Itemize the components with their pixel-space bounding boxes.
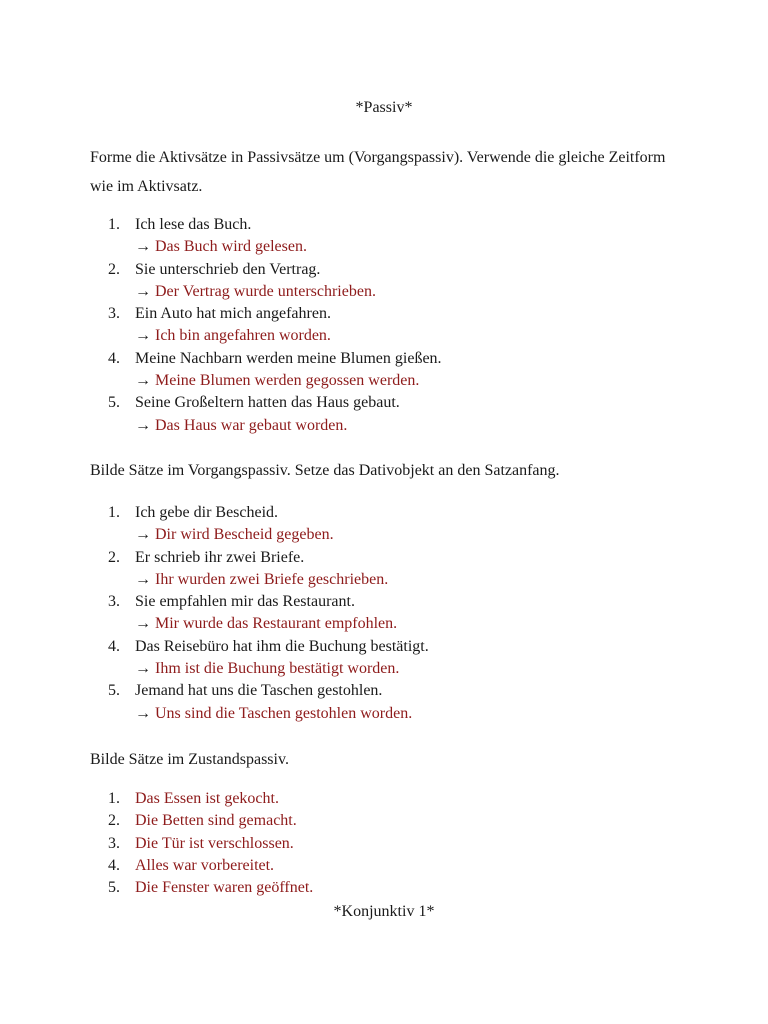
list-item xyxy=(108,833,708,855)
footer-section-title: *Konjunktiv 1* xyxy=(333,903,435,920)
item-number: 4. xyxy=(108,856,120,874)
item-number: 2. xyxy=(108,812,120,830)
item-number: 3. xyxy=(108,834,120,852)
arrow-icon: → xyxy=(135,570,151,588)
passive-answer: Ihr wurden zwei Briefe geschrieben. xyxy=(155,570,389,588)
section3-instruction: Bilde Sätze im Zustandspassiv. xyxy=(90,751,289,768)
item-number: 4. xyxy=(108,637,120,655)
active-sentence: Jemand hat uns die Taschen gestohlen. xyxy=(135,682,383,700)
active-sentence: Seine Großeltern hatten das Haus gebaut. xyxy=(135,394,400,412)
page-title: *Passiv* xyxy=(355,99,413,116)
active-sentence: Meine Nachbarn werden meine Blumen gießen. xyxy=(135,349,442,367)
list-item xyxy=(108,591,708,636)
list-item xyxy=(108,303,708,348)
item-number: 1. xyxy=(108,216,120,233)
active-sentence: Sie unterschrieb den Vertrag. xyxy=(135,260,321,278)
item-number: 5. xyxy=(108,394,120,412)
item-number: 5. xyxy=(108,682,120,700)
list-item xyxy=(108,547,708,592)
arrow-icon: → xyxy=(135,704,151,722)
active-sentence: Ich lese das Buch. xyxy=(135,216,252,233)
arrow-icon: → xyxy=(135,416,151,434)
section1-list xyxy=(108,214,708,437)
section2-list xyxy=(108,502,708,725)
list-item xyxy=(108,259,708,304)
list-item xyxy=(108,788,708,810)
passive-answer: Das Haus war gebaut worden. xyxy=(155,416,348,434)
active-sentence: Ein Auto hat mich angefahren. xyxy=(135,305,331,323)
active-sentence: Das Reisebüro hat ihm die Buchung bestätigt. xyxy=(135,637,429,655)
arrow-icon: → xyxy=(135,526,151,544)
passive-answer: Meine Blumen werden gegossen werden. xyxy=(155,372,420,390)
passive-answer: Dir wird Bescheid gegeben. xyxy=(155,526,334,544)
state-passive-answer: Die Fenster waren geöffnet. xyxy=(135,879,314,897)
list-item xyxy=(108,348,708,393)
arrow-icon: → xyxy=(135,660,151,678)
passive-answer: Mir wurde das Restaurant empfohlen. xyxy=(155,615,398,633)
arrow-icon: → xyxy=(135,615,151,633)
state-passive-answer: Die Tür ist verschlossen. xyxy=(135,834,294,852)
list-item xyxy=(108,636,708,681)
state-passive-answer: Alles war vorbereitet. xyxy=(135,856,275,874)
section3-list xyxy=(108,788,708,899)
list-item xyxy=(108,810,708,832)
active-sentence: Sie empfahlen mir das Restaurant. xyxy=(135,593,355,611)
item-number: 1. xyxy=(108,790,120,807)
item-number: 2. xyxy=(108,260,120,278)
list-item xyxy=(108,855,708,877)
list-item xyxy=(108,877,708,899)
state-passive-answer: Die Betten sind gemacht. xyxy=(135,812,297,830)
active-sentence: Er schrieb ihr zwei Briefe. xyxy=(135,548,305,566)
item-number: 3. xyxy=(108,305,120,323)
list-item xyxy=(108,392,708,437)
list-item xyxy=(108,680,708,725)
passive-answer: Ihm ist die Buchung bestätigt worden. xyxy=(155,660,400,678)
passive-answer: Der Vertrag wurde unterschrieben. xyxy=(155,282,376,300)
arrow-icon: → xyxy=(135,238,151,256)
passive-answer: Ich bin angefahren worden. xyxy=(155,327,331,345)
item-number: 3. xyxy=(108,593,120,611)
arrow-icon: → xyxy=(135,327,151,345)
state-passive-answer: Das Essen ist gekocht. xyxy=(135,790,279,807)
arrow-icon: → xyxy=(135,282,151,300)
section2-instruction: Bilde Sätze im Vorgangspassiv. Setze das Dativobjekt an den Satzanfang. xyxy=(90,462,560,479)
arrow-icon: → xyxy=(135,372,151,390)
item-number: 4. xyxy=(108,349,120,367)
passive-answer: Uns sind die Taschen gestohlen worden. xyxy=(155,704,413,722)
list-item xyxy=(108,214,708,259)
list-item xyxy=(108,502,708,547)
passive-answer: Das Buch wird gelesen. xyxy=(155,238,307,256)
section1-instruction: Forme die Aktivsätze in Passivsätze um (Vorgangspassiv). Verwende die gleiche Zeitform wie im Aktivsatz. xyxy=(90,149,666,195)
item-number: 5. xyxy=(108,879,120,897)
item-number: 2. xyxy=(108,548,120,566)
item-number: 1. xyxy=(108,504,120,521)
active-sentence: Ich gebe dir Bescheid. xyxy=(135,504,279,521)
